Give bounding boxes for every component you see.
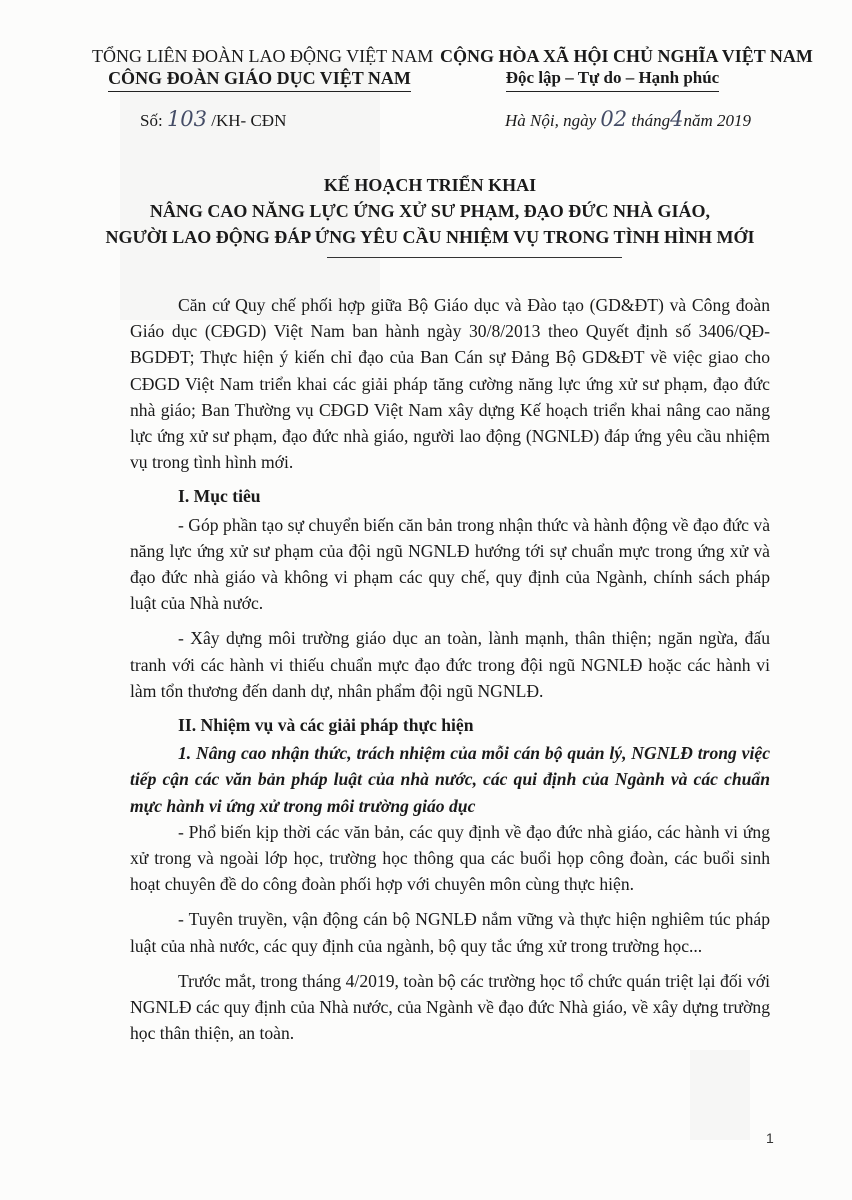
date-prefix: Hà Nội, ngày bbox=[505, 111, 601, 130]
doc-number-handwritten: 103 bbox=[166, 107, 208, 131]
country-name: CỘNG HÒA XÃ HỘI CHỦ NGHĨA VIỆT NAM bbox=[440, 46, 813, 66]
title-line-1: KẾ HOẠCH TRIỂN KHAI bbox=[323, 175, 537, 195]
section-2-paragraph: - Tuyên truyền, vận động cán bộ NGNLĐ nắm vững và thực hiện nghiêm túc pháp luật của nhà nước, các quy định của ngành, bộ quy tắc ứng xử trong trường học... bbox=[130, 909, 770, 956]
date-year: năm 2019 bbox=[683, 111, 752, 130]
title-line-3: NGƯỜI LAO ĐỘNG ĐÁP ỨNG YÊU CẦU NHIỆM VỤ TRONG TÌNH HÌNH MỚI bbox=[105, 227, 755, 247]
parent-organization: TỔNG LIÊN ĐOÀN LAO ĐỘNG VIỆT NAM bbox=[92, 46, 434, 66]
intro-paragraph: Căn cứ Quy chế phối hợp giữa Bộ Giáo dục và Đào tạo (GD&ĐT) và Công đoàn Giáo dục (CĐGD) Việt Nam ban hành ngày 30/8/2013 theo Quyết định số 3406/QĐ-BGDĐT; Thực hiện ý kiến chỉ đạo của Ban Cán sự Đảng Bộ GD&ĐT về việc giao cho CĐGD Việt Nam triển khai các giải pháp tăng cường năng lực ứng xử sư phạm, đạo đức nhà giáo; Ban Thường vụ CĐGD Việt Nam xây dựng Kế hoạch triển khai nâng cao năng lực ứng xử sư phạm, đạo đức nhà giáo, người lao động (NGNLĐ) đáp ứng yêu cầu nhiệm vụ trong tình hình mới. bbox=[130, 295, 770, 473]
document-date bbox=[505, 107, 751, 131]
header-organization bbox=[92, 45, 434, 92]
national-motto: Độc lập – Tự do – Hạnh phúc bbox=[506, 67, 719, 92]
section-1-heading: I. Mục tiêu bbox=[178, 486, 261, 507]
doc-number-suffix: /KH- CĐN bbox=[207, 111, 287, 130]
title-line-2: NÂNG CAO NĂNG LỰC ỨNG XỬ SƯ PHẠM, ĐẠO ĐỨC NHÀ GIÁO, bbox=[149, 201, 711, 221]
scan-artifact bbox=[690, 1050, 750, 1140]
section-2-paragraph: - Phổ biến kịp thời các văn bản, các quy định về đạo đức nhà giáo, các hành vi ứng xử trong và ngoài lớp học, trường học thông qua các buổi họp công đoàn, các buổi sinh hoạt chuyên đề do công đoàn phối hợp với chuyên môn cùng thực hiện. bbox=[130, 821, 770, 895]
document-number bbox=[140, 107, 286, 131]
header-national-motto bbox=[440, 45, 813, 92]
section-1-paragraph: - Xây dựng môi trường giáo dục an toàn, lành mạnh, thân thiện; ngăn ngừa, đấu tranh với các hành vi thiếu chuẩn mực đạo đức trong đội ngũ NGNLĐ hoặc các hành vi làm tổn thương đến danh dự, nhân phẩm đội ngũ NGNLĐ. bbox=[130, 628, 770, 701]
section-2-subheading: 1. Nâng cao nhận thức, trách nhiệm của mỗi cán bộ quản lý, NGNLĐ trong việc tiếp cận các văn bản pháp luật của nhà nước, các qui định của Ngành và các chuẩn mực hành vi ứng xử trong môi trường giáo dục bbox=[130, 743, 770, 816]
date-day-handwritten: 02 bbox=[600, 107, 628, 131]
section-2-paragraph: Trước mắt, trong tháng 4/2019, toàn bộ các trường học tổ chức quán triệt lại đối với NGNLĐ các quy định của Nhà nước, của Ngành về đạo đức Nhà giáo, về xây dựng trường học thân thiện, an toàn. bbox=[130, 970, 770, 1044]
document-title bbox=[80, 172, 780, 250]
section-1-paragraph: - Góp phần tạo sự chuyển biến căn bản trong nhận thức và hành động về đạo đức và năng lực ứng xử sư phạm của đội ngũ NGNLĐ hướng tới sự chuẩn mực trong ứng xử và đạo đức nhà giáo và không vi phạm các quy chế, quy định của Ngành, chính sách pháp luật của Nhà nước. bbox=[130, 514, 770, 614]
title-divider bbox=[327, 257, 622, 258]
page-number: 1 bbox=[766, 1130, 774, 1146]
document-body bbox=[130, 292, 770, 1046]
date-month-handwritten: 4 bbox=[670, 107, 684, 131]
doc-number-prefix: Số: bbox=[140, 111, 167, 130]
section-2-heading: II. Nhiệm vụ và các giải pháp thực hiện bbox=[178, 715, 474, 736]
issuing-organization: CÔNG ĐOÀN GIÁO DỤC VIỆT NAM bbox=[108, 67, 411, 92]
date-month-label: tháng bbox=[627, 111, 671, 130]
